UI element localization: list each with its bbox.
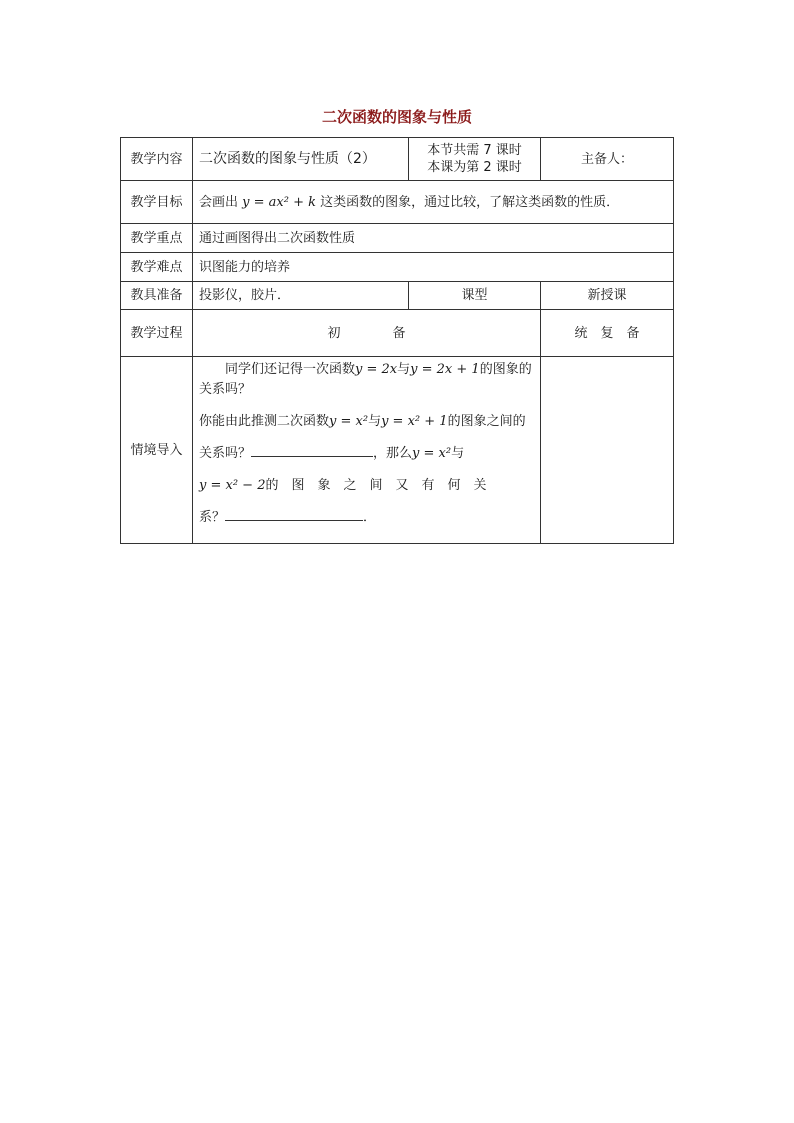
hours-current: 本课为第 2 课时 — [427, 160, 522, 175]
row-content — [121, 138, 674, 181]
row-tools — [121, 282, 674, 310]
intro-content — [193, 357, 541, 544]
row-key — [121, 224, 674, 253]
type-value: 新授课 — [541, 282, 674, 310]
content-label: 教学内容 — [121, 138, 193, 181]
row-process — [121, 310, 674, 357]
intro-review-cell — [541, 357, 674, 544]
intro-label: 情境导入 — [121, 357, 193, 544]
answer-blank-1[interactable] — [251, 444, 373, 457]
goal-text-before: 会画出 — [199, 194, 239, 210]
key-label: 教学重点 — [121, 224, 193, 253]
intro-p1-text-a: 同学们还记得一次函数 — [225, 362, 356, 377]
answer-blank-2[interactable] — [225, 508, 363, 521]
preparer-cell: 主备人： — [541, 138, 674, 181]
row-intro — [121, 357, 674, 544]
content-value: 二次函数的图象与性质（2） — [193, 138, 409, 181]
intro-p2-text-e: 与 — [451, 446, 465, 461]
initial-prep-heading: 初 备 — [193, 310, 541, 357]
goal-label: 教学目标 — [121, 181, 193, 224]
intro-p3-text-b: 系？ — [199, 510, 226, 525]
goal-formula: y = ax² + k — [242, 194, 316, 210]
document-title: 二次函数的图象与性质 — [321, 108, 472, 126]
intro-p3-end: ． — [363, 510, 377, 525]
type-label: 课型 — [409, 282, 541, 310]
goal-text-after: 这类函数的图象，通过比较，了解这类函数的性质． — [320, 194, 620, 210]
difficulty-value: 识图能力的培养 — [193, 253, 674, 282]
tools-label: 教具准备 — [121, 282, 193, 310]
intro-p1-formula-1: y = 2x — [355, 362, 398, 377]
lesson-plan-table — [120, 137, 674, 544]
intro-p1-text-c: 的图象的关系吗？ — [199, 362, 532, 397]
difficulty-label: 教学难点 — [121, 253, 193, 282]
intro-p3-text-a: 的 图 象 之 间 又 有 何 关 — [265, 478, 487, 493]
process-label: 教学过程 — [121, 310, 193, 357]
intro-p2-text-b: 与 — [368, 414, 382, 429]
intro-p2-formula-2: y = x² + 1 — [381, 414, 448, 429]
intro-paragraph-3 — [199, 470, 534, 534]
tools-value: 投影仪，胶片． — [193, 282, 409, 310]
intro-p3-formula: y = x² − 2 — [199, 478, 266, 493]
unified-review-heading: 统 复 备 — [541, 310, 674, 357]
key-value: 通过画图得出二次函数性质 — [193, 224, 674, 253]
intro-p2-formula-1: y = x² — [329, 414, 369, 429]
row-goal — [121, 181, 674, 224]
intro-p2-formula-3: y = x² — [412, 446, 452, 461]
intro-p2-text-d: ，那么 — [373, 446, 413, 461]
intro-p2-text-a: 你能由此推测二次函数 — [199, 414, 330, 429]
hours-total: 本节共需 7 课时 — [427, 143, 522, 158]
intro-p1-formula-2: y = 2x + 1 — [410, 362, 480, 377]
intro-paragraph-2 — [199, 406, 534, 470]
intro-p1-text-b: 与 — [397, 362, 411, 377]
goal-value — [193, 181, 674, 224]
row-difficulty — [121, 253, 674, 282]
intro-paragraph-1 — [199, 360, 534, 400]
intro-p2-text-c: 的图象之间的关系吗？ — [199, 414, 526, 461]
hours-cell — [409, 138, 541, 181]
